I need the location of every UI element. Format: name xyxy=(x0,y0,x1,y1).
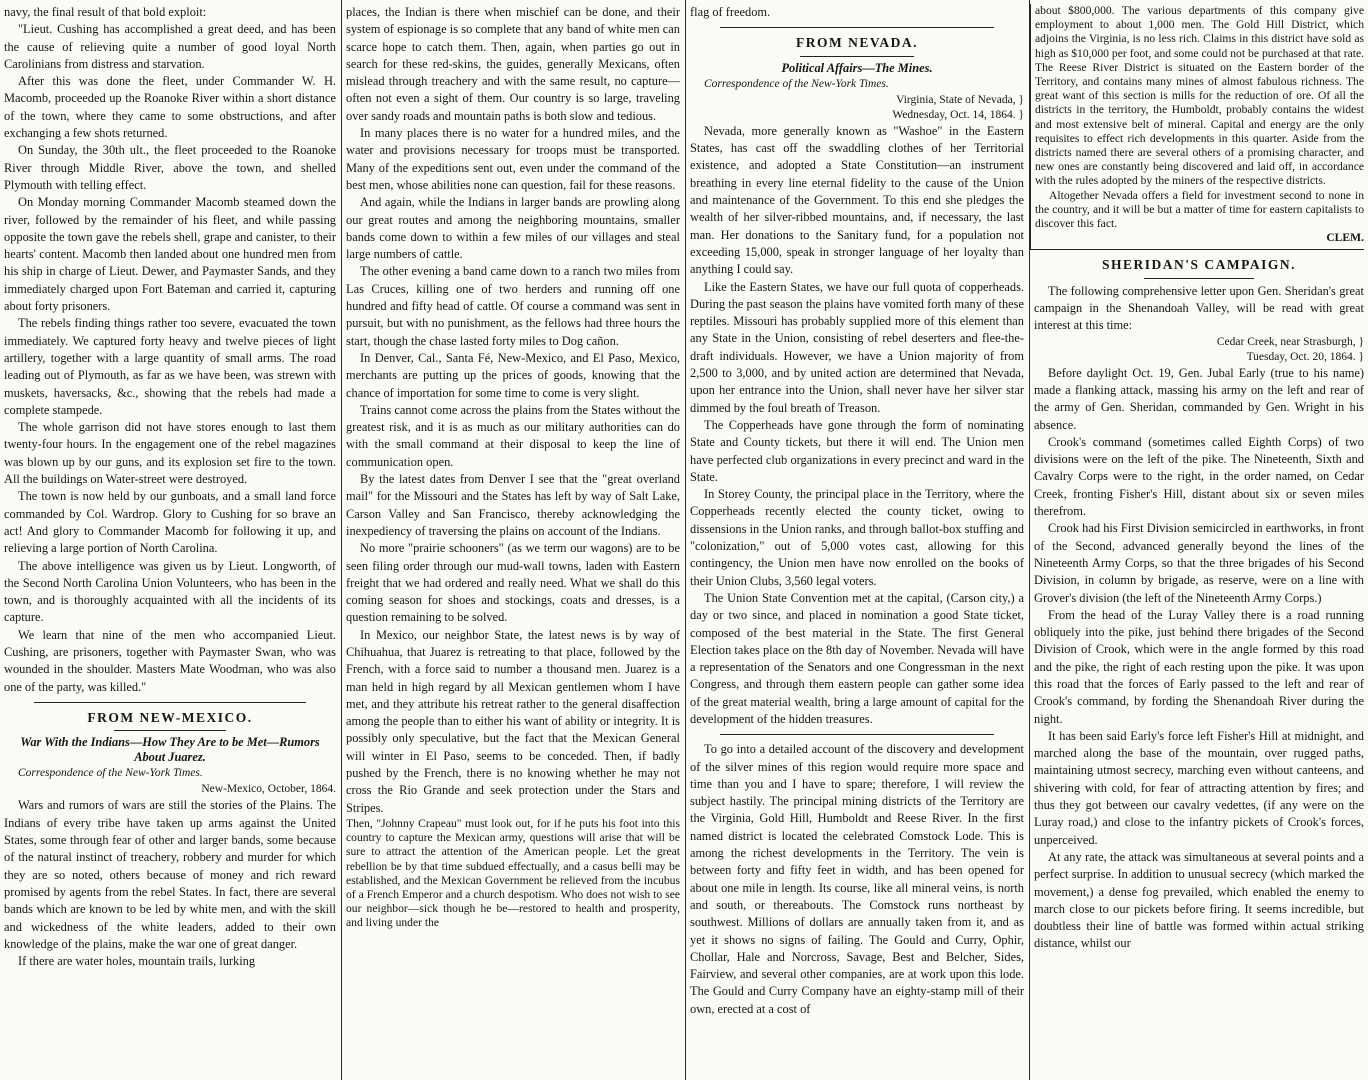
dateline: Cedar Creek, near Strasburgh, } xyxy=(1216,335,1364,348)
paragraph: Trains cannot come across the plains from the States without the greatest risk, and it is as much as our military authorities can do with the small command at their disposal to keep the line of communication open. xyxy=(346,402,680,469)
paragraph: Wars and rumors of wars are still the stories of the Plains. The Indians of every tribe have taken up arms against the United States, some through fear of other and larger bands, some because of the natural instinct of treachery, robbery and murder for which they are so noted, others because of money and rich reward promised by agents from the rebel States. In fact, there are several bands which are known to be led by white men, and with the skill and wickedness of the white leaders, added to their own knowledge of the plains, make the war one of great danger. xyxy=(4,798,336,951)
section-divider xyxy=(720,27,994,28)
paragraph-small-type: Then, "Johnny Crapeau" must look out, for if he puts his foot into this country to capture the Mexican army, questions will arise that will be sure to attract the attention of the American people. Let the great rebellion be by that time subdued effectually, and a casus belli may be established, and the Mexican Government be relieved from the incubus of a French Emperor and a church despotism. Who does not wish to see our neighbor—sick though he be—restored to health and prosperity, and living under the xyxy=(346,816,680,930)
column-3 xyxy=(686,0,1028,1080)
paragraph-small-type: Altogether Nevada offers a field for investment second to none in the country, and it will be but a matter of time for eastern capitalists to discover this fact. xyxy=(1035,188,1364,231)
signature: CLEM. xyxy=(1326,231,1364,245)
heading-rule xyxy=(800,56,914,57)
dateline: Wednesday, Oct. 14, 1864. } xyxy=(892,108,1024,121)
paragraph: No more "prairie schooners" (as we term our wagons) are to be seen filing order through our mud-wall towns, laden with Eastern freight that we had ordered and really need. What we shall do this coming season for shoes and stockings, coats and dresses, is a question remaining to be solved. xyxy=(346,541,680,625)
paragraph: On Sunday, the 30th ult., the fleet proceeded to the Roanoke River through Middle River, above the town, and shelled Plymouth with telling effect. xyxy=(4,143,336,192)
paragraph: The other evening a band came down to a ranch two miles from Las Cruces, killing one of two herders and running off one hundred and fifty head of cattle. Of course a command was sent in pursuit, but with no punishment, as the fellows had three hours the start, though the chase lasted forty miles to Dog cañon. xyxy=(346,264,680,348)
paragraph: Crook had his First Division semicircled in earthworks, in front of the Second, advanced generally beyond the lines of the Nineteenth Army Corps, so that the three brigades of his Second Division, in column by brigade, as reserve, were on a line with Grover's division (the left of the Nineteenth Army Corps.) xyxy=(1034,521,1364,605)
paragraph: The whole garrison did not have stores enough to last them twenty-four hours. In the engagement one of the rebel magazines was blown up by our guns, and its explosion set fire to the town. All the buildings on Water-street were destroyed. xyxy=(4,420,336,487)
paragraph: The Union State Convention met at the capital, (Carson city,) a day or two since, and placed in nomination a good State ticket, composed of the best material in the State. The first General Election takes place on the 8th day of November. Nevada will have a representation of the Senators and one Congressman in the next Congress, and through them eastern people can gather some idea of the great material wealth, bring a large amount of capital for the development of the hidden treasures. xyxy=(690,590,1024,726)
paragraph-small-type: about $800,000. The various departments of this company give employment to about 1,000 men. The Gold Hill District, which adjoins the Virginia, is no less rich. Claims in this district have sold as high as $10,000 per foot, and some could not be purchased at that rate. The Reese River District is situated on the Eastern border of the Territory, and contains many mines of almost fabulous richness. The great want of this section is mills for the reduction of ore. Of all the districts in the territory, the Humboldt, probably contains the widest and most extensive belt of mineral. Capital and energy are the only requisites to effect rich developments in this quarter. Aside from the districts named there are several others of a promising character, and new ones are constantly being discovered and laid off, in accordance with the rules adopted by the miners of the respective districts. xyxy=(1035,4,1364,188)
column-2 xyxy=(342,0,684,1080)
paragraph: Like the Eastern States, we have our full quota of copperheads. During the past season the plains have vomited forth many of these reptiles. Missouri has probably supplied more of this element than any State in the Union, consisting of rebel deserters and flee-the-draft individuals. However, we have a Union majority of from 2,500 to 3,000, and by united action are determined that Nevada, upon her entrance into the Union, shall never have her silver star dimmed by the foul breath of Treason. xyxy=(690,279,1024,415)
dateline: Tuesday, Oct. 20, 1864. } xyxy=(1246,350,1364,363)
quote-paragraph: "Lieut. Cushing has accomplished a great deed, and has been the cause of relieving quite a number of good loyal North Carolinians from distress and starvation. xyxy=(4,22,336,71)
boxed-continuation xyxy=(1030,4,1364,250)
paragraph: In Denver, Cal., Santa Fé, New-Mexico, and El Paso, Mexico, merchants are putting up the prices of goods, knowing that the chance of importation for some time to come is very slight. xyxy=(346,350,680,400)
paragraph: In Storey County, the principal place in the Territory, where the Copperheads recently elected the county ticket, owing to dissensions in the Union ranks, and through ballot-box stuffing and "colonization," out of 5,000 votes cast, allowing for this contingency, the Union men have now enrolled on the books of their Union Clubs, 3,560 legal voters. xyxy=(690,487,1024,588)
heading-rule xyxy=(1144,278,1254,279)
paragraph: The rebels finding things rather too severe, evacuated the town immediately. We captured forty heavy and twelve pieces of light artillery, together with a large quantity of small arms. The road leading out of Plymouth, as far as we have been, was strewn with muskets, haversacks, &c., showing that the rebels had made a complete stampede. xyxy=(4,316,336,417)
article-heading: FROM NEVADA. xyxy=(796,35,918,51)
column-text: flag of freedom. xyxy=(690,5,771,19)
column-text: navy, the final result of that bold exploit: xyxy=(4,5,207,19)
paragraph: We learn that nine of the men who accompanied Lieut. Cushing, are prisoners, together with Paymaster Swan, who was wounded in the shoulder. Masters Mate Woodman, who was also one of the party, was killed." xyxy=(4,627,336,694)
article-subheading: War With the Indians—How They Are to be Met—Rumors About Juarez. xyxy=(20,735,320,765)
paragraph: In Mexico, our neighbor State, the latest news is by way of Chihuahua, that Juarez is retreating to that place, followed by the French, with a force said to number a thousand men. Juarez is a man held in high regard by all Mexican gentlemen whom I have met, and they attribute his retreat rather to the general disaffection among the people than to either his want of ability or integrity. It is possibly only speculative, but the fact that the Mexican General will winter in El Paso, seems to be conceded. Then, if badly pushed by the French, there is no knowing whether he may not cross the Rio Grande and seek protection under the Stars and Stripes. xyxy=(346,627,680,815)
paragraph: Crook's command (sometimes called Eighth Corps) of two divisions were on the left of the pike. The Nineteenth, Sixth and Cavalry Corps were to the right, in the order named, on Cedar Creek, fronting Fisher's Hill, distant about six or seven miles therefrom. xyxy=(1034,434,1364,519)
section-divider xyxy=(720,734,994,735)
column-1 xyxy=(0,0,340,1080)
paragraph: And again, while the Indians in larger bands are prowling along our great routes and among the neighboring mountains, smaller bands come down to within a few miles of our villages and steal large numbers of cattle. xyxy=(346,195,680,262)
article-heading: SHERIDAN'S CAMPAIGN. xyxy=(1101,257,1296,273)
column-4 xyxy=(1030,0,1368,1080)
paragraph: After this was done the fleet, under Commander W. H. Macomb, proceeded up the Roanoke River within a short distance of the town, where they came to some obstructions, and after exchanging a few shots returned. xyxy=(4,74,336,141)
paragraph: From the head of the Luray Valley there is a road running obliquely into the pike, just behind there brigades of the Second Division of Crook, which were in the angle formed by this road and the pike, the right of each resting upon the pike. It was upon this road that the forces of Early passed to the left and rear of Crook's command, by fording the Shenandoah River during the night. xyxy=(1034,607,1364,726)
paragraph: To go into a detailed account of the discovery and development of the silver mines of this region would require more space and time than you and I have to spare; therefore, I will review the subject hastily. The principal mining districts of the Territory are the Virginia, Gold Hill, Humboldt and Reese River. In the first named district is located the celebrated Comstock Lode. This is among the richest developments in the Territory. The vein is between forty and fifty feet in width, and has been opened for about one mile in length. Its course, like all mineral veins, is north and south, or thereabouts. The Comstock runs northeast by southwest. Millions of dollars are annually taken from it, and as yet it shows no signs of failing. The Gould and Curry, Ophir, Chollar, Hale and Norcross, Savage, Best and Belcher, Sides, Fairview, and several other companies, are at work upon this lode. The Gould and Curry Company have an eighty-stamp mill of their own, erected at a cost of xyxy=(690,742,1024,1016)
paragraph: It has been said Early's force left Fisher's Hill at midnight, and marched along the base of the mountain, over rugged paths, maintaining utmost secrecy, marching even without canteens, and shivering with cold, for fear of attracting attention by fires; and thus they got between our cavalry vedettes, (if any were on the Luray road,) and close to the infantry pickets of Crook's forces, unperceived. xyxy=(1034,728,1364,847)
dateline: Virginia, State of Nevada, } xyxy=(896,93,1024,106)
paragraph: Before daylight Oct. 19, Gen. Jubal Early (true to his name) made a flanking attack, massing his army on the left and rear of the army of Gen. Sheridan, commanded by Gen. Wright in his absence. xyxy=(1034,365,1364,432)
correspondence-line: Correspondence of the New-York Times. xyxy=(18,767,203,780)
correspondence-line: Correspondence of the New-York Times. xyxy=(704,77,889,90)
paragraph: The town is now held by our gunboats, and a small land force commanded by Col. Wardrop. Glory to Cushing for so brave an act! And glory to Commander Macomb for following it up, and relieving a large portion of North Carolina. xyxy=(4,489,336,556)
paragraph: On Monday morning Commander Macomb steamed down the river, followed by the remainder of his fleet, and while passing opposite the town gave the rebels shell, grape and canister, to their hearts' content. Macomb then landed about one hundred men from his ship in charge of Lieut. Dewer, and Paymaster Sands, and they immediately charged upon Fort Bateman and carried it, capturing about forty prisoners. xyxy=(4,195,336,314)
paragraph: At any rate, the attack was simultaneous at several points and a perfect surprise. In addition to unusual secrecy (which marked the movement,) a dense fog prevailed, which enabled the enemy to march close to our pickets before firing. It seems incredible, but doubtless their line of battle was formed within actual striking distance, whilst our xyxy=(1034,849,1364,951)
paragraph: Nevada, more generally known as "Washoe" in the Eastern States, has cast off the swaddling clothes of her Territorial existence, and adopted a State Constitution—an instrument breathing in every line eternal fidelity to the cause of the Union and maintenance of the Government. To this end she pledges the wealth of her silver-ribbed mountains, and, if necessary, the last man. Her donations to the Sanitary fund, for a population not exceeding 15,000, speak in stronger language of her loyalty than anything I could say. xyxy=(690,123,1024,277)
paragraph: In many places there is no water for a hundred miles, and the water and provisions necessary for troops must be transported. Many of the expeditions sent out, even under the command of the best men, whose abilities none can question, fail for these reasons. xyxy=(346,126,680,192)
article-heading: FROM NEW-MEXICO. xyxy=(87,709,253,725)
intro-paragraph: The following comprehensive letter upon Gen. Sheridan's great campaign in the Shenandoah Valley, will be read with great interest at this time: xyxy=(1034,283,1364,333)
paragraph: If there are water holes, mountain trails, lurking xyxy=(18,954,256,969)
paragraph: The Copperheads have gone through the form of nominating State and County tickets, but there it will end. The Union men have perfected club organizations in every precinct and ward in the State. xyxy=(690,417,1024,484)
article-subheading: Political Affairs—The Mines. xyxy=(781,60,933,75)
section-divider xyxy=(34,702,306,703)
paragraph: By the latest dates from Denver I see that the "great overland mail" for the Missouri and the States has left by way of Salt Lake, Carson Valley and San Francisco, thereby acknowledging the inexpediency of traversing the plains on account of the Indians. xyxy=(346,472,680,538)
heading-rule xyxy=(114,730,226,731)
paragraph: The above intelligence was given us by Lieut. Longworth, of the Second North Carolina Union Volunteers, who has been in the town, and is thoroughly acquainted with all the incidents of its capture. xyxy=(4,558,336,625)
dateline: New-Mexico, October, 1864. xyxy=(201,783,336,796)
paragraph: places, the Indian is there when mischief can be done, and their system of espionage is so complete that any band of white men can scarce hope to catch them. Then, again, when parties go out in search for these red-skins, the guides, generally Mexicans, often mislead through treachery and with the same result, no capture—often not even a sight of them. Our country is so large, traveling over sandy roads and mountain paths is both slow and tedious. xyxy=(346,5,680,123)
